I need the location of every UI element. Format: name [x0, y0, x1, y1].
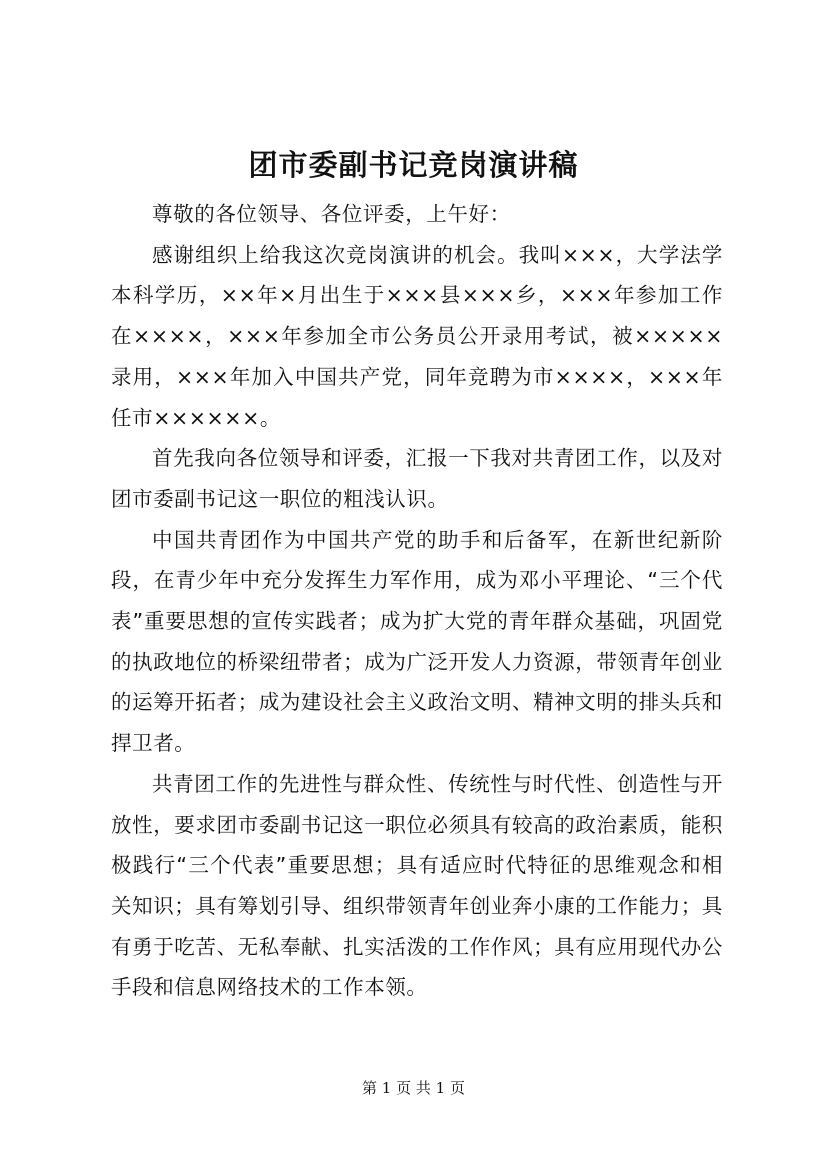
paragraph-requirements: 共青团工作的先进性与群众性、传统性与时代性、创造性与开放性，要求团市委副书记这一职位必须具有较高的政治素质，能积极践行“三个代表”重要思想；具有适应时代特征的思维观念和相关知识；具有筹划引导、组织带领青年创业奔小康的工作能力；具有勇于吃苦、无私奉献、扎实活泼的工作作风；具有应用现代办公手段和信息网络技术的工作本领。 — [111, 771, 723, 1000]
paragraph-greeting: 尊敬的各位领导、各位评委，上午好： — [152, 202, 511, 226]
document-title: 团市委副书记竞岗演讲稿 — [248, 148, 579, 182]
paragraph-understanding: 首先我向各位领导和评委，汇报一下我对共青团工作，以及对团市委副书记这一职位的粗浅认识。 — [111, 446, 723, 511]
document-body — [111, 194, 723, 1008]
paragraph-introduction: 感谢组织上给我这次竞岗演讲的机会。我叫×××，大学法学本科学历，××年×月出生于×××县×××乡，×××年参加工作在××××，×××年参加全市公务员公开录用考试，被×××××录用，×××年加入中国共产党，同年竞聘为市××××，×××年任市××××××。 — [111, 242, 723, 430]
page-footer: 第 1 页 共 1 页 — [362, 1079, 465, 1097]
paragraph-league-role: 中国共青团作为中国共产党的助手和后备军，在新世纪新阶段，在青少年中充分发挥生力军作用，成为邓小平理论、“三个代表”重要思想的宣传实践者；成为扩大党的青年群众基础，巩固党的执政地位的桥梁纽带者；成为广泛开发人力资源，带领青年创业的运筹开拓者；成为建设社会主义政治文明、精神文明的排头兵和捍卫者。 — [111, 527, 723, 756]
